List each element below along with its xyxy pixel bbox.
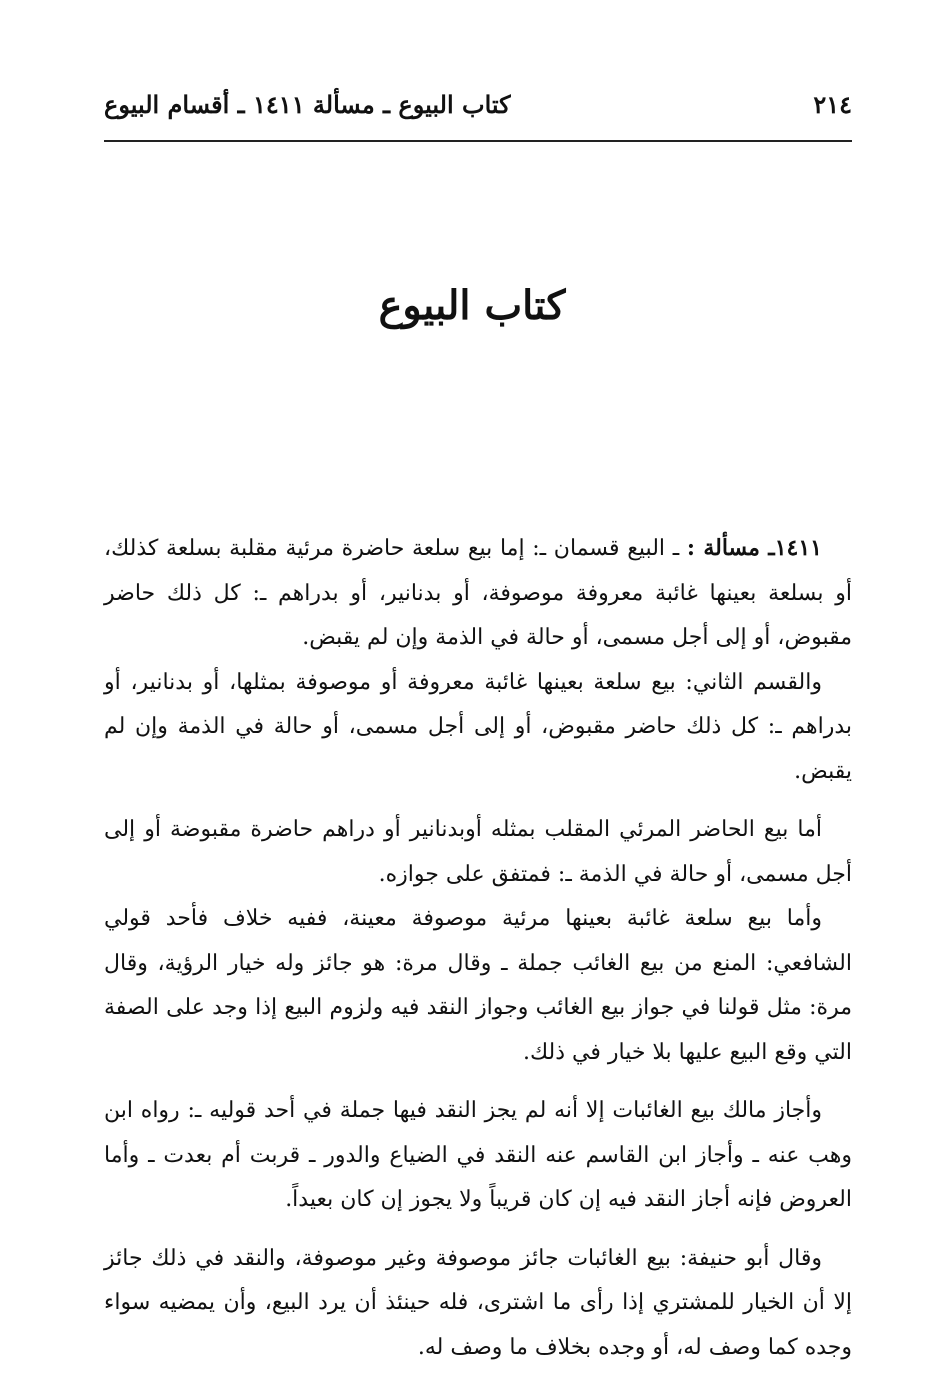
body-text (104, 526, 852, 1370)
book-title: كتاب البيوع (378, 282, 566, 329)
paragraph (104, 897, 852, 1075)
paragraph (104, 1089, 852, 1223)
paragraph (104, 808, 852, 897)
paragraph-text: وأما بيع سلعة غائبة بعينها مرئية موصوفة معينة، ففيه خلاف فأحد قولي الشافعي: المنع من بيع الغائب جملة ـ وقال مرة: هو جائز وله خيار الرؤية، وقال مرة: مثل قولنا في جواز بيع الغائب وجواز النقد فيه ولزوم البيع إذا وجد على الصفة التي وقع البيع عليها بلا خيار في ذلك. (104, 906, 852, 1065)
paragraph-text: أما بيع الحاضر المرئي المقلب بمثله أوبدنانير أو دراهم حاضرة مقبوضة أو إلى أجل مسمى، أو حالة في الذمة ـ: فمتفق على جوازه. (104, 817, 852, 887)
running-title: كتاب البيوع ـ مسألة ١٤١١ ـ أقسام البيوع (104, 90, 511, 119)
paragraph (104, 661, 852, 795)
paragraph-text: والقسم الثاني: بيع سلعة بعينها غائبة معروفة أو موصوفة بمثلها، أو بدنانير، أو بدراهم ـ: كل ذلك حاضر مقبوض، أو إلى أجل مسمى، أو حالة في الذمة وإن لم يقبض. (104, 669, 852, 784)
paragraph-text: وقال أبو حنيفة: بيع الغائبات جائز موصوفة وغير موصوفة، والنقد في ذلك جائز إلا أن الخيار للمشتري إذا رأى ما اشترى، فله حينئذ أن يرد البيع، وأن يمضيه سواء وجده كما وصف له، أو وجده بخلاف ما وصف له. (104, 1245, 852, 1360)
header-divider (104, 140, 852, 142)
page-number: ٢١٤ (813, 90, 852, 119)
paragraph-issue-1411 (104, 526, 852, 661)
running-header (104, 88, 852, 128)
paragraph (104, 1237, 852, 1371)
paragraph-text: ـ البيع قسمان ـ: إما بيع سلعة حاضرة مرئية مقلبة بسلعة كذلك، أو بسلعة بعينها غائبة معروفة موصوفة، أو بدنانير، أو بدراهم ـ: كل ذلك حاضر مقبوض، أو إلى أجل مسمى، أو حالة في الذمة وإن لم يقبض. (104, 536, 852, 650)
issue-number-label: ١٤١١ـ مسألة : (686, 535, 822, 561)
paragraph-text: وأجاز مالك بيع الغائبات إلا أنه لم يجز النقد فيها جملة في أحد قوليه ـ: رواه ابن وهب عنه ـ وأجاز ابن القاسم عنه النقد في الضياع والدور ـ قربت أم بعدت ـ وأما العروض فإنه أجاز النقد فيه إن كان قريباً ولا يجوز إن كان بعيداً. (104, 1098, 852, 1212)
